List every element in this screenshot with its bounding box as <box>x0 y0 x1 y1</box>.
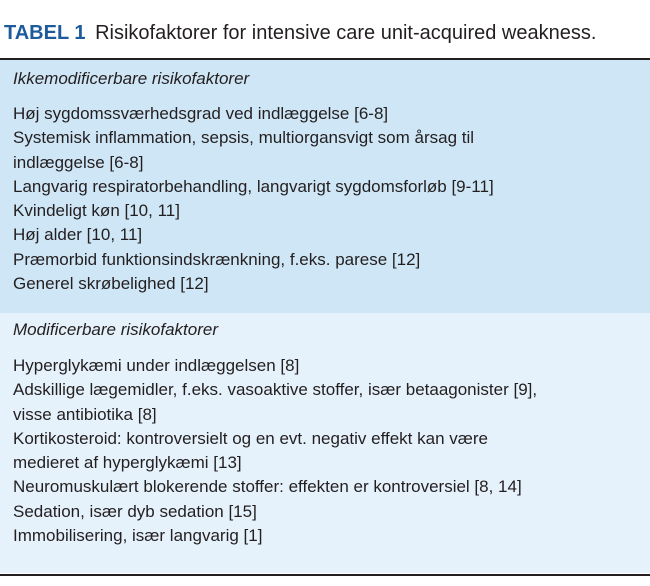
non-modifiable-list <box>13 102 626 296</box>
bottom-rule <box>0 574 650 576</box>
list-item: Præmorbid funktionsindskrænkning, f.eks. parese [12] <box>13 249 421 269</box>
modifiable-list <box>13 354 626 548</box>
list-item: Sedation, især dyb sedation [15] <box>13 501 257 521</box>
list-item: Høj sygdomssværhedsgrad ved indlæggelse [6-8] <box>13 104 389 123</box>
list-item: Generel skrøbelighed [12] <box>13 274 209 294</box>
list-item: Langvarig respiratorbehandling, langvarigt sygdomsforløb [9-11] <box>13 176 494 196</box>
list-item: Hyperglykæmi under indlæggelsen [8] <box>13 356 300 375</box>
list-item: Systemisk inflammation, sepsis, multiorgansvigt som årsag til indlæggelse [6-8] <box>13 128 475 172</box>
list-item: Kvindeligt køn [10, 11] <box>13 201 180 221</box>
modifiable-section <box>0 313 650 573</box>
list-item: Neuromuskulært blokerende stoffer: effekten er kontroversiel [8, 14] <box>13 477 522 497</box>
list-item: Høj alder [10, 11] <box>13 225 143 245</box>
list-item: Adskillige lægemidler, f.eks. vasoaktive stoffer, især betaagonister [9], visse antibiotika [8] <box>13 380 538 424</box>
table-caption <box>4 21 596 45</box>
table-label: TABEL 1 <box>4 22 86 44</box>
modifiable-heading: Modificerbare risikofaktorer <box>13 320 219 339</box>
non-modifiable-heading: Ikkemodificerbare risikofaktorer <box>13 69 250 88</box>
list-item: Immobilisering, især langvarig [1] <box>13 526 263 546</box>
table-title: Risikofaktorer for intensive care unit-acquired weakness. <box>95 22 597 44</box>
non-modifiable-section <box>0 60 650 313</box>
list-item: Kortikosteroid: kontroversielt og en evt. negativ effekt kan være medieret af hyperglykæmi [13] <box>13 428 488 473</box>
